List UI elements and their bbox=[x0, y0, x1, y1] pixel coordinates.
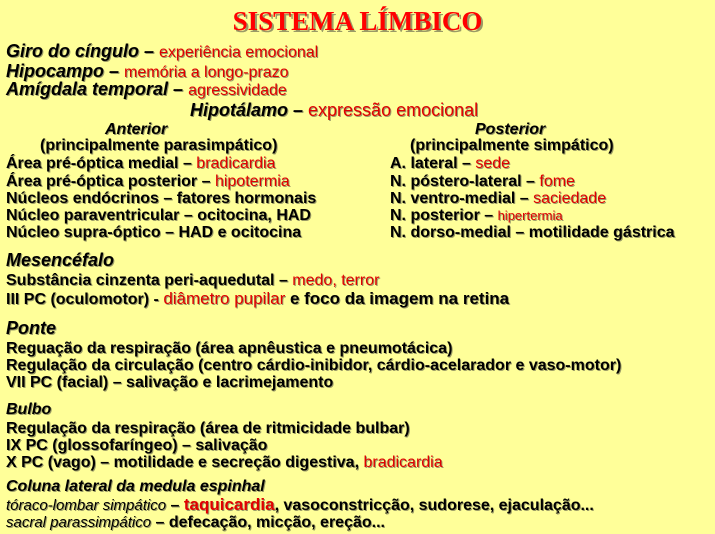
sep: – bbox=[139, 41, 160, 61]
posterior-item bbox=[390, 190, 606, 208]
term: Giro do cíngulo bbox=[6, 41, 139, 61]
item-text: N. dorso-medial – motilidade gástrica bbox=[390, 224, 675, 241]
desc: memória a longo-prazo bbox=[124, 64, 289, 81]
line-text: III PC (oculomotor) - bbox=[6, 291, 164, 308]
line-red: medo, terror bbox=[292, 272, 380, 289]
bulbo-line: Regulação da respiração (área de ritmicidade bulbar) bbox=[6, 420, 410, 437]
item-red: fome bbox=[539, 173, 575, 190]
slide-title: SISTEMA LÍMBICO bbox=[232, 6, 483, 36]
line-text: e foco da imagem na retina bbox=[285, 289, 510, 308]
item-text: Área pré-óptica posterior – bbox=[6, 173, 215, 190]
term: Amígdala temporal bbox=[6, 79, 169, 99]
item-text: N. póstero-lateral – bbox=[390, 173, 540, 190]
anterior-item bbox=[6, 224, 301, 242]
term: Hipotálamo bbox=[190, 100, 289, 120]
line-text: , vasoconstricção, sudorese, ejaculação... bbox=[274, 497, 594, 514]
anterior-item bbox=[6, 173, 290, 191]
mesencefalo-line bbox=[6, 289, 509, 309]
bulbo-heading: Bulbo bbox=[6, 401, 52, 418]
ponte-line: Reguação da respiração (área apnêustica e pneumotácica) bbox=[6, 340, 453, 357]
line-italic: sacral parassimpático bbox=[6, 514, 152, 531]
bulbo-line bbox=[6, 454, 443, 472]
line-red: taquicardia bbox=[183, 495, 275, 514]
item-text: N. posterior – bbox=[390, 207, 498, 224]
item-text: N. ventro-medial – bbox=[390, 190, 534, 207]
item-red: bradicardia bbox=[196, 155, 276, 172]
sep: – bbox=[288, 100, 309, 120]
item-text: Núcleos endócrinos – fatores hormonais bbox=[6, 190, 317, 207]
intro-line-cingulo bbox=[6, 41, 318, 62]
item-text: Núcleo paraventricular – ocitocina, HAD bbox=[6, 207, 311, 224]
line-text: Substância cinzenta peri-aquedutal – bbox=[6, 272, 293, 289]
item-text: A. lateral – bbox=[390, 155, 476, 172]
line-red: bradicardia bbox=[363, 454, 443, 471]
anterior-heading: Anterior bbox=[105, 121, 168, 138]
ponte-line: Regulação da circulação (centro cárdio-inibidor, cárdio-acelarador e vaso-motor) bbox=[6, 357, 622, 374]
term: Hipocampo bbox=[6, 61, 105, 81]
posterior-heading: Posterior bbox=[475, 121, 546, 138]
posterior-item bbox=[390, 224, 675, 242]
sep: – bbox=[166, 497, 184, 514]
intro-line-amigdala bbox=[6, 79, 287, 100]
ponte-heading: Ponte bbox=[6, 318, 57, 338]
hypothalamus-heading bbox=[190, 100, 478, 121]
medula-line bbox=[6, 514, 385, 532]
line-text: – defecação, micção, ereção... bbox=[151, 514, 385, 531]
anterior-item bbox=[6, 207, 311, 225]
item-text: Núcleo supra-óptico – HAD e ocitocina bbox=[6, 224, 302, 241]
item-red: hipertermia bbox=[497, 208, 563, 223]
line-italic: tóraco-lombar simpático bbox=[6, 497, 167, 514]
posterior-item bbox=[390, 173, 575, 191]
anterior-item bbox=[6, 190, 316, 208]
medula-heading: Coluna lateral da medula espinhal bbox=[6, 478, 265, 495]
desc: agressividade bbox=[188, 82, 287, 99]
desc: experiência emocional bbox=[159, 44, 319, 61]
posterior-item bbox=[390, 207, 563, 225]
sep: – bbox=[104, 61, 125, 81]
item-red: saciedade bbox=[533, 190, 607, 207]
posterior-sub: (principalmente simpático) bbox=[410, 137, 614, 154]
item-red: hipotermia bbox=[214, 173, 290, 190]
anterior-item bbox=[6, 155, 275, 173]
ponte-line: VII PC (facial) – salivação e lacrimejamento bbox=[6, 374, 334, 391]
anterior-sub: (principalmente parasimpático) bbox=[40, 137, 278, 154]
sep: – bbox=[168, 79, 189, 99]
bulbo-line: IX PC (glossofaríngeo) – salivação bbox=[6, 437, 268, 454]
medula-line bbox=[6, 495, 594, 515]
posterior-item bbox=[390, 155, 510, 173]
item-red: sede bbox=[475, 155, 511, 172]
line-text: X PC (vago) – motilidade e secreção digestiva, bbox=[6, 454, 364, 471]
line-red: diâmetro pupilar bbox=[163, 289, 286, 308]
desc: expressão emocional bbox=[308, 100, 479, 120]
item-text: Área pré-óptica medial – bbox=[6, 155, 197, 172]
mesencefalo-heading: Mesencéfalo bbox=[6, 250, 115, 270]
mesencefalo-line bbox=[6, 272, 379, 290]
